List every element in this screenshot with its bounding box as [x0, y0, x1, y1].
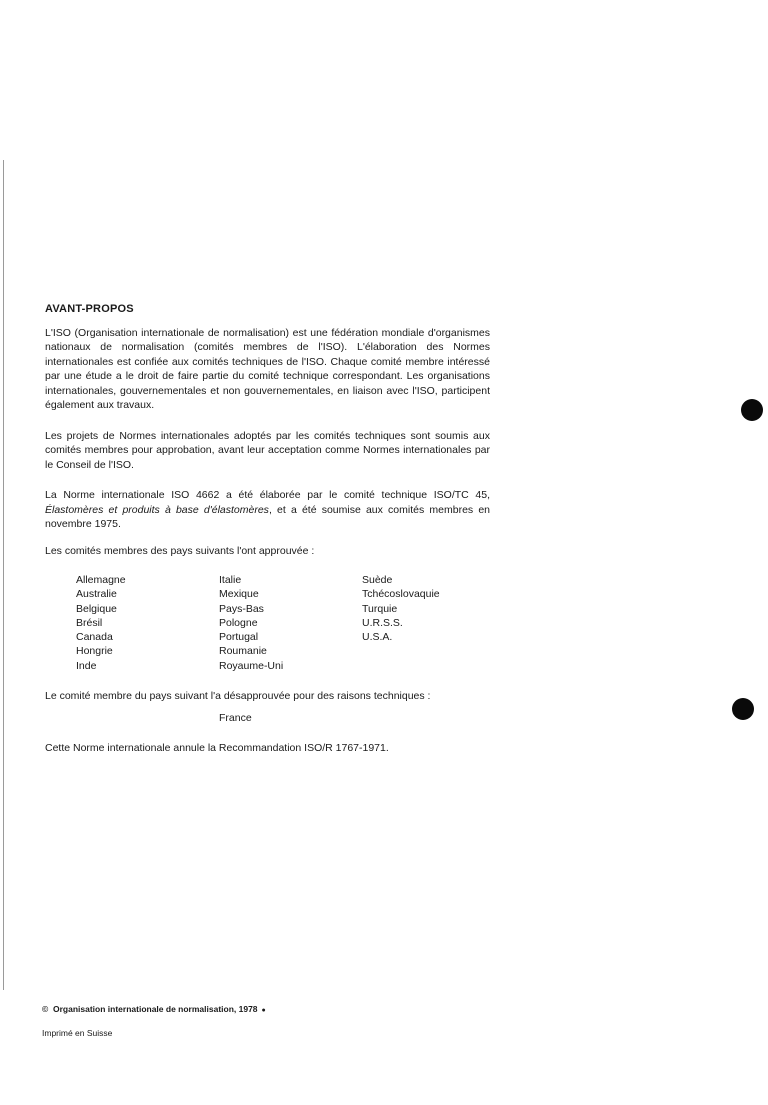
paragraph-draft-approval: Les projets de Normes internationales adoptés par les comités techniques sont soumis aux comités membres pour approbation, avant leur acceptation comme Normes internationales par le Conseil de l'ISO.: [45, 429, 490, 471]
countries-column-1: [76, 573, 219, 673]
country-item: Portugal: [219, 631, 259, 644]
bullet-icon: ●: [261, 1007, 266, 1014]
country-item: Tchécoslovaquie: [362, 588, 440, 601]
country-item: Roumanie: [219, 645, 267, 658]
paragraph-standard-origin-end: , et a été soumise aux comités membres en novembre 1975.: [45, 503, 490, 530]
cancellation-note: Cette Norme internationale annule la Recommandation ISO/R 1767-1971.: [45, 742, 389, 755]
country-item: Pologne: [219, 616, 258, 629]
approval-intro: Les comités membres des pays suivants l'ont approuvée :: [45, 544, 315, 557]
paragraph-standard-origin-start: La Norme internationale ISO 4662 a été élaborée par le comité technique ISO/TC 45,: [45, 489, 490, 501]
country-item: Belgique: [76, 602, 117, 615]
approving-countries-list: [76, 573, 490, 673]
country-item: Mexique: [219, 588, 259, 601]
countries-column-2: [219, 573, 362, 673]
country-item: Allemagne: [76, 574, 126, 586]
country-item: Italie: [219, 574, 242, 586]
page-scan-edge: [3, 160, 4, 990]
country-item: Brésil: [76, 616, 103, 629]
country-item: U.S.A.: [362, 631, 393, 644]
paragraph-iso-intro: L'ISO (Organisation internationale de normalisation) est une fédération mondiale d'organismes nationaux de normalisation (comités membres de l'ISO). L'élaboration des Normes internationales est confiée aux comités techniques de l'ISO. Chaque comité membre intéressé par une étude a le droit de faire partie du comité technique correspondant. Les organisations internationales, gouvernementales et non gouvernementales, en liaison avec l'ISO, participent également aux travaux.: [45, 326, 490, 411]
country-item: Australie: [76, 588, 117, 601]
foreword-heading: AVANT-PROPOS: [45, 303, 134, 315]
punch-hole-bottom: [732, 698, 754, 720]
countries-column-3: [362, 573, 492, 673]
country-item: Turquie: [362, 602, 398, 615]
copyright-line: [42, 1004, 266, 1014]
country-item: U.R.S.S.: [362, 616, 403, 629]
disapproval-intro: Le comité membre du pays suivant l'a désapprouvée pour des raisons techniques :: [45, 690, 431, 703]
punch-hole-top: [741, 399, 763, 421]
country-item: Hongrie: [76, 645, 113, 658]
country-item: Suède: [362, 574, 393, 586]
country-item: Canada: [76, 631, 113, 644]
foreword-section: [45, 302, 490, 756]
paragraph-standard-origin: [45, 488, 490, 532]
disapproving-country: France: [219, 711, 252, 724]
country-item: Royaume-Uni: [219, 659, 284, 672]
copyright-symbol: ©: [42, 1004, 49, 1014]
committee-title: Élastomères et produits à base d'élastomères: [45, 503, 269, 516]
country-item: Pays-Bas: [219, 602, 264, 615]
country-item: Inde: [76, 659, 97, 672]
copyright-text: Organisation internationale de normalisation, 1978: [53, 1004, 258, 1014]
printed-in-line: Imprimé en Suisse: [42, 1028, 113, 1038]
